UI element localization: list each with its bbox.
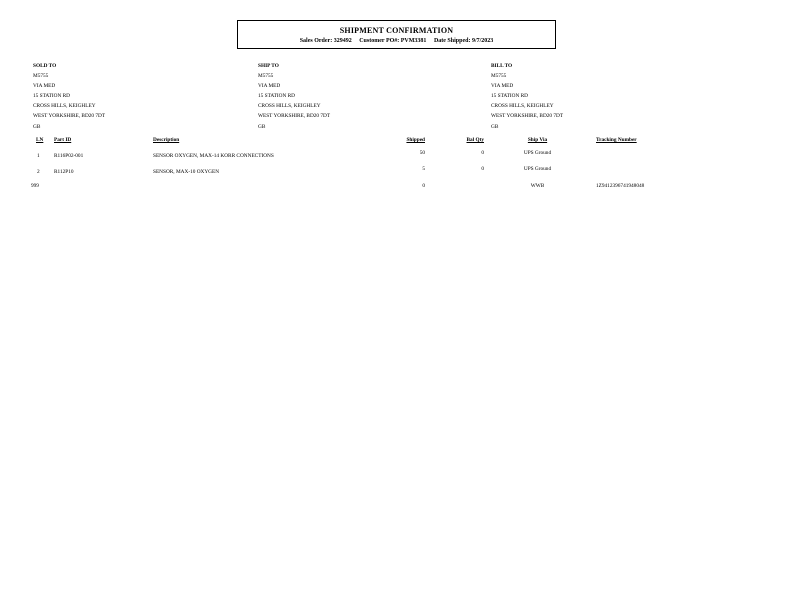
row-ln: 1 [37, 153, 40, 159]
col-header-shipped: Shipped [406, 137, 425, 143]
bill-to-line: WEST YORKSHIRE, BD20 7DT [491, 113, 564, 120]
row-shipped: 0 [422, 183, 425, 189]
bill-to-line: CROSS HILLS, KEIGHLEY [491, 103, 554, 110]
row-ship-via: WWB [530, 183, 545, 189]
document-title: SHIPMENT CONFIRMATION [339, 26, 454, 35]
row-bo-qty: 0 [481, 150, 484, 156]
ship-to-line: M5755 [258, 73, 274, 80]
col-header-part-id: Part ID [54, 137, 72, 143]
bill-to-block [491, 61, 563, 132]
row-shipped: 50 [419, 150, 425, 156]
row-part-id: R112P10 [54, 169, 74, 175]
ship-to-line: 15 STATION RD [258, 93, 295, 100]
row-description: SENSOR, MAX-10 OXYGEN [153, 169, 220, 175]
sold-to-line: GB [33, 123, 41, 130]
sold-to-line: WEST YORKSHIRE, BD20 7DT [33, 113, 106, 120]
bill-to-line: M5755 [491, 73, 507, 80]
sold-to-block [33, 61, 105, 132]
col-header-ship-via: Ship Via [527, 137, 548, 143]
date-shipped: Date Shipped: 9/7/2023 [433, 38, 494, 44]
sales-order: Sales Order: 329492 [299, 38, 352, 44]
row-ln: 999 [31, 183, 39, 189]
ship-to-line: WEST YORKSHIRE, BD20 7DT [258, 113, 331, 120]
title-box [237, 20, 556, 49]
ship-to-line: VIA MED [258, 83, 281, 90]
row-tracking: 1Z9412396741948048 [596, 183, 645, 189]
order-summary-line [238, 38, 555, 45]
sold-to-line: VIA MED [33, 83, 56, 90]
row-description: SENSOR OXYGEN, MAX-14 KORR CONNECTIONS [153, 153, 274, 159]
row-shipped: 5 [422, 166, 425, 172]
bill-to-line: VIA MED [491, 83, 514, 90]
row-ship-via: UPS Ground [523, 166, 552, 172]
sold-to-line: CROSS HILLS, KEIGHLEY [33, 103, 96, 110]
sold-to-line: M5755 [33, 73, 49, 80]
row-ln: 2 [37, 169, 40, 175]
col-header-ln: LN [36, 137, 44, 143]
ship-to-block [258, 61, 330, 132]
col-header-tracking: Tracking Number [596, 137, 637, 143]
ship-to-label: SHIP TO [258, 63, 279, 69]
bill-to-label: BILL TO [491, 63, 513, 69]
row-part-id: R116P02-001 [54, 153, 84, 159]
bill-to-line: 15 STATION RD [491, 93, 528, 100]
sold-to-line: 15 STATION RD [33, 93, 70, 100]
col-header-bo-qty: Bal Qty [466, 137, 484, 143]
ship-to-line: GB [258, 123, 266, 130]
ship-to-line: CROSS HILLS, KEIGHLEY [258, 103, 321, 110]
col-header-description: Description [153, 137, 180, 143]
bill-to-line: GB [491, 123, 499, 130]
sold-to-label: SOLD TO [33, 63, 57, 69]
row-ship-via: UPS Ground [523, 150, 552, 156]
row-bo-qty: 0 [481, 166, 484, 172]
customer-po: Customer PO#: PVM3381 [359, 38, 427, 44]
